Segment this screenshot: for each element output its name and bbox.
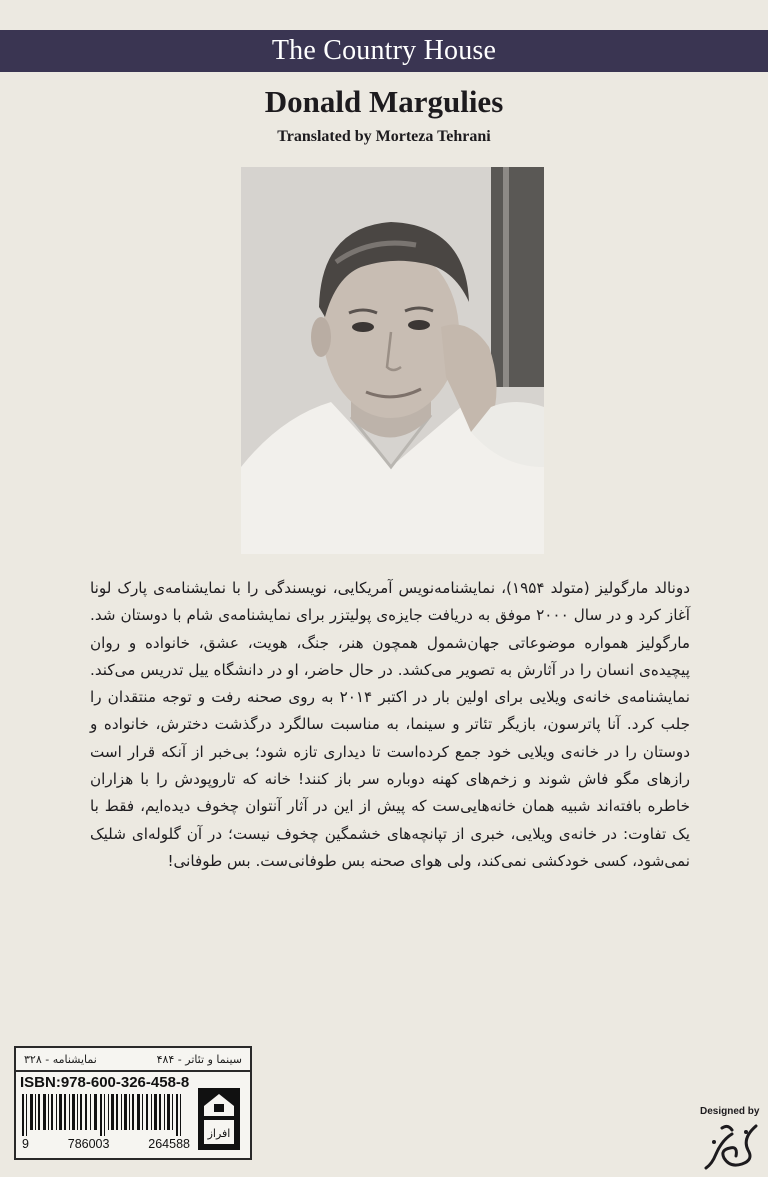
series-title-banner: [0, 30, 768, 72]
designed-by-label: Designed by: [700, 1106, 760, 1117]
series-label: سینما و تئاتر - ۴۸۴: [156, 1052, 242, 1066]
barcode-bars: [20, 1094, 190, 1136]
barcode-digit-lead: 9: [22, 1137, 29, 1151]
play-label: نمایشنامه - ۳۲۸: [24, 1052, 97, 1066]
author-bio: دونالد مارگولیز (متولد ۱۹۵۴)، نمایشنامه‌نویس آمریکایی، نویسندگی را با نمایشنامه‌ی پارک لونا آغاز کرد و در سال ۲۰۰۰ موفق به دریافت جایزه‌ی پولیتزر برای نمایشنامه‌ی شام با دوستان شد. مارگولیز همواره موضوعاتی جهان‌شمول همچون هنر، جنگ، هویت، عشق، خانواده و روان پیچیده‌ی انسان را در آثارش به تصویر می‌کشد. در حال حاضر، او در دانشگاه ییل تدریس می‌کند. نمایشنامه‌ی خانه‌ی ویلایی برای اولین بار در اکتبر ۲۰۱۴ به روی صحنه رفت و توجه منتقدان را جلب کرد. آنا پاترسون، بازیگر تئاتر و سینما، به مناسبت سالگرد درگذشت دخترش، خانواده و دوستان را در خانه‌ی ویلایی خود جمع کرده‌است تا دیداری تازه شود؛ بی‌خبر از آنکه قرار است رازهای مگو فاش شوند و زخم‌های کهنه دوباره سر باز کنند! خانه که تارو‌پودش را با هزاران خاطره بافته‌اند شبیه همان خانه‌هایی‌ست که پیش از این در آثار آنتوان چخوف دیده‌ایم، فقط با یک تفاوت: در خانه‌ی ویلایی، خبری از تپانچه‌های خشمگین چخوف نیست؛ در آن گلوله‌ای شلیک نمی‌شود، کسی خودکشی نمی‌کند، ولی هوای صحنه بس طوفانی‌ست. بس طوفانی!: [90, 579, 691, 870]
isbn-barcode-box: [14, 1046, 252, 1160]
afraz-house-icon: [196, 1086, 242, 1152]
designer-signature-icon: [702, 1120, 762, 1172]
series-title: The Country House: [271, 35, 497, 66]
author-name: Donald Margulies: [264, 84, 504, 119]
author-portrait: [241, 167, 544, 554]
barcode-digits: [22, 1137, 190, 1151]
barcode-digits-left: 786003: [67, 1137, 110, 1151]
series-labels: [16, 1048, 250, 1072]
translator-credit: Translated by Morteza Tehrani: [277, 128, 491, 145]
barcode-digits-right: 264588: [148, 1137, 190, 1151]
publisher-logo-text: افراز: [207, 1127, 231, 1140]
isbn-number: ISBN:978-600-326-458-8: [20, 1074, 190, 1091]
